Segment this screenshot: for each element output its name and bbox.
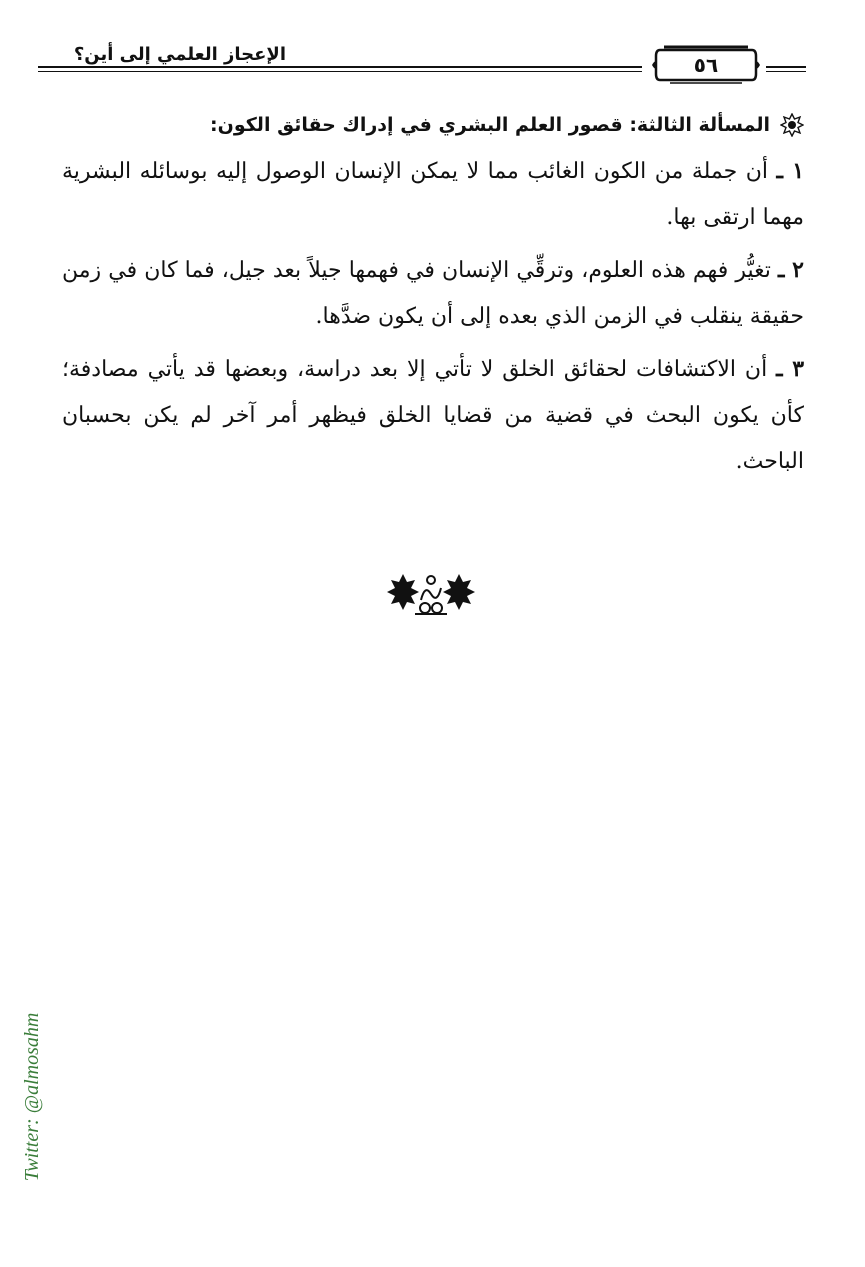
floral-ornament-icon <box>385 570 477 618</box>
page-header <box>38 40 806 90</box>
item-text: تغيُّر فهم هذه العلوم، وترقِّي الإنسان في فهمها جيلاً بعد جيل، فما كان في زمن حقيقة ينقلب في الزمن الذي بعده إلى أن يكون ضدَّها. <box>62 258 804 329</box>
section-heading <box>62 108 804 142</box>
page-body <box>62 108 804 491</box>
octagram-flower-icon <box>780 113 804 137</box>
header-rule-left <box>38 66 642 72</box>
running-title: الإعجاز العلمي إلى أين؟ <box>73 44 286 65</box>
list-item <box>62 346 804 485</box>
list-item <box>62 247 804 340</box>
item-number: ١ ـ <box>776 158 805 184</box>
item-text: أن الاكتشافات لحقائق الخلق لا تأتي إلا بعد دراسة، وبعضها قد يأتي مصادفة؛ كأن يكون البحث في قضية من قضايا الخلق فيظهر أمر آخر لم يكن بحسبان الباحث. <box>62 357 804 474</box>
item-text: أن جملة من الكون الغائب مما لا يمكن الإنسان الوصول إليه بوسائله البشرية مهما ارتقى بها. <box>62 159 804 230</box>
item-number: ٢ ـ <box>777 257 804 283</box>
page-number-badge <box>650 44 762 86</box>
list-item <box>62 148 804 241</box>
item-number: ٣ ـ <box>776 356 805 382</box>
section-heading-text: المسألة الثالثة: قصور العلم البشري في إدراك حقائق الكون: <box>210 114 770 136</box>
watermark: Twitter: @almosahm <box>21 1012 43 1182</box>
header-rule-right <box>766 66 806 72</box>
page-number: ٥٦ <box>693 53 719 77</box>
